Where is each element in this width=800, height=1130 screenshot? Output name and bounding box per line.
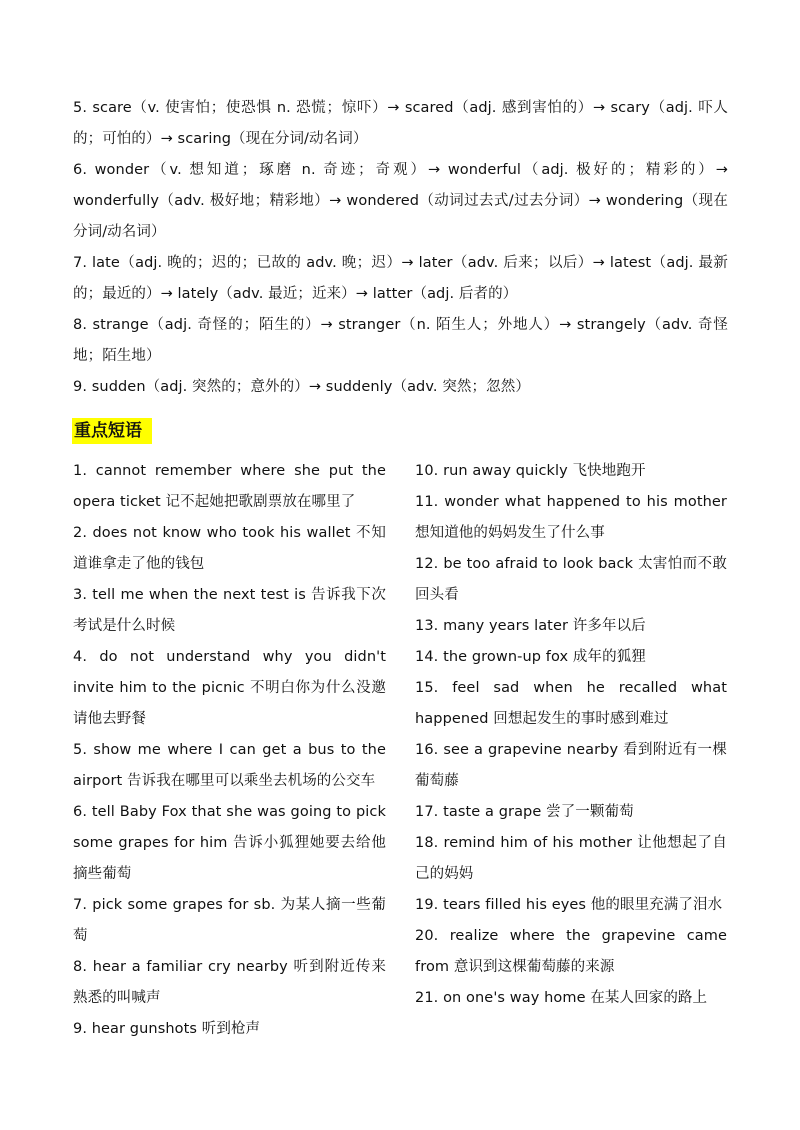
phrase-item: 9. hear gunshots 听到枪声: [73, 1021, 261, 1037]
word-family-item: 5. scare（v. 使害怕；使恐惧 n. 恐慌；惊吓）→ scared（adj. 感到害怕的）→ scary（adj. 吓人的；可怕的）→ scaring（现在分词/动名词）: [73, 100, 728, 147]
phrase-item: 7. pick some grapes for sb. 为某人摘一些葡萄: [73, 897, 386, 944]
word-family-item: 9. sudden（adj. 突然的；意外的）→ suddenly（adv. 突然；忽然）: [73, 379, 530, 395]
phrase-item: 10. run away quickly 飞快地跑开: [415, 463, 646, 479]
phrase-item: 14. the grown-up fox 成年的狐狸: [415, 649, 646, 665]
phrase-item: 1. cannot remember where she put the opera ticket 记不起她把歌剧票放在哪里了: [73, 463, 386, 510]
phrase-item: 8. hear a familiar cry nearby 听到附近传来熟悉的叫喊声: [73, 959, 386, 1006]
phrase-item: 4. do not understand why you didn't invite him to the picnic 不明白你为什么没邀请他去野餐: [73, 649, 386, 727]
word-family-item: 8. strange（adj. 奇怪的；陌生的）→ stranger（n. 陌生人；外地人）→ strangely（adv. 奇怪地；陌生地）: [73, 317, 728, 364]
phrase-list-right: [415, 456, 727, 1014]
phrase-item: 11. wonder what happened to his mother 想知道他的妈妈发生了什么事: [415, 494, 727, 541]
phrase-item: 15. feel sad when he recalled what happened 回想起发生的事时感到难过: [415, 680, 727, 727]
phrase-item: 3. tell me when the next test is 告诉我下次考试是什么时候: [73, 587, 386, 634]
phrase-list-left: [73, 456, 386, 1045]
phrase-item: 21. on one's way home 在某人回家的路上: [415, 990, 708, 1006]
phrase-item: 16. see a grapevine nearby 看到附近有一棵葡萄藤: [415, 742, 727, 789]
phrase-item: 18. remind him of his mother 让他想起了自己的妈妈: [415, 835, 727, 882]
phrase-item: 20. realize where the grapevine came from 意识到这棵葡萄藤的来源: [415, 928, 727, 975]
word-family-list: [73, 93, 728, 403]
phrase-item: 2. does not know who took his wallet 不知道谁拿走了他的钱包: [73, 525, 386, 572]
phrase-item: 19. tears filled his eyes 他的眼里充满了泪水: [415, 897, 723, 913]
phrase-item: 12. be too afraid to look back 太害怕而不敢回头看: [415, 556, 727, 603]
phrase-item: 5. show me where I can get a bus to the airport 告诉我在哪里可以乘坐去机场的公交车: [73, 742, 386, 789]
phrase-item: 6. tell Baby Fox that she was going to pick some grapes for him 告诉小狐狸她要去给他摘些葡萄: [73, 804, 386, 882]
phrase-item: 13. many years later 许多年以后: [415, 618, 646, 634]
word-family-item: 7. late（adj. 晚的；迟的；已故的 adv. 晚；迟）→ later（adv. 后来；以后）→ latest（adj. 最新的；最近的）→ lately（adv. 最近；近来）→ latter（adj. 后者的）: [73, 255, 728, 302]
section-heading: 重点短语: [72, 418, 152, 444]
phrase-item: 17. taste a grape 尝了一颗葡萄: [415, 804, 634, 820]
word-family-item: 6. wonder（v. 想知道；琢磨 n. 奇迹；奇观）→ wonderful（adj. 极好的；精彩的）→ wonderfully（adv. 极好地；精彩地）→ wondered（动词过去式/过去分词）→ wondering（现在分词/动名词）: [73, 162, 728, 240]
